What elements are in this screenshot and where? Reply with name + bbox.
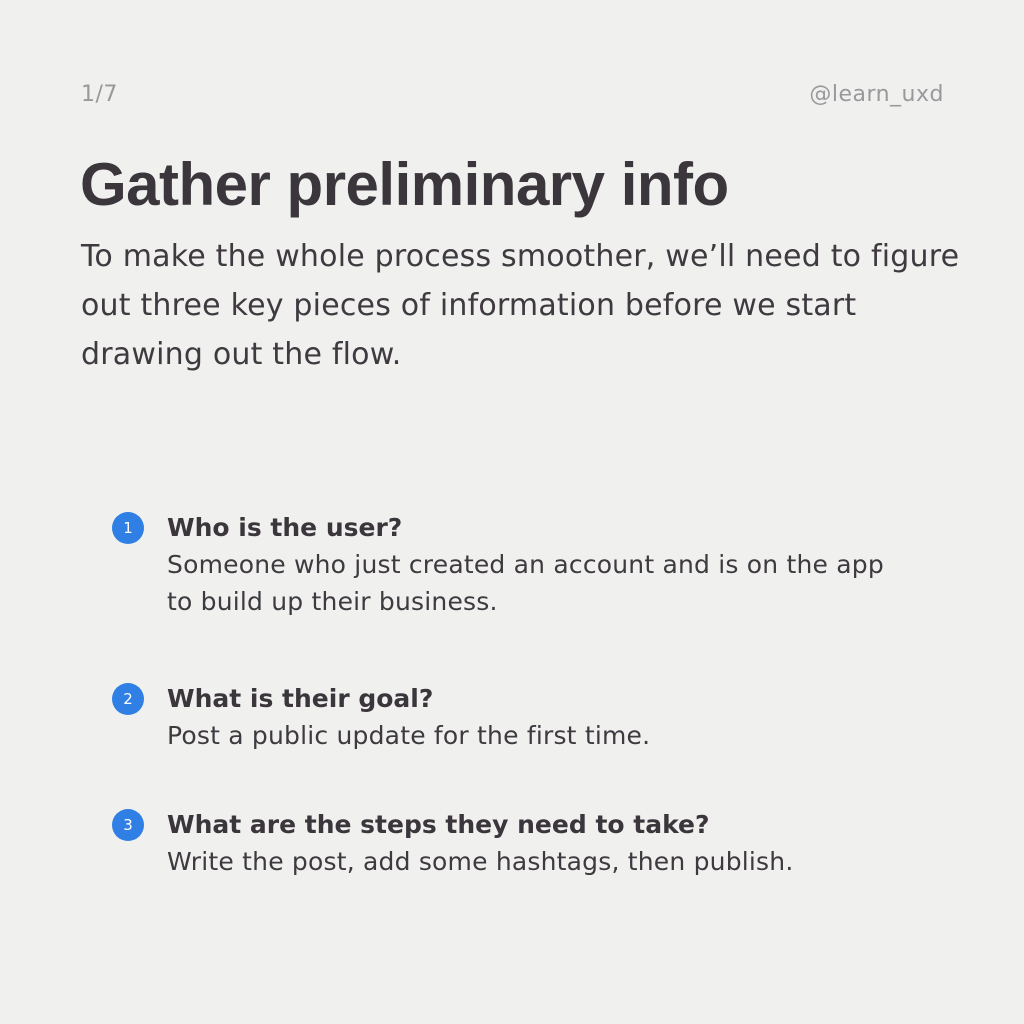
- item-question: Who is the user?: [167, 513, 403, 542]
- item-question: What is their goal?: [167, 684, 434, 713]
- page-title: Gather preliminary info: [80, 151, 729, 218]
- item-answer: Someone who just created an account and is on the app to build up their business.: [167, 550, 884, 616]
- number-badge: 3: [112, 809, 144, 841]
- item-answer: Post a public update for the first time.: [167, 721, 651, 750]
- item-answer: Write the post, add some hashtags, then publish.: [167, 847, 794, 876]
- page-counter: 1/7: [81, 82, 118, 107]
- number-badge: 1: [112, 512, 144, 544]
- number-badge: 2: [112, 683, 144, 715]
- item-question: What are the steps they need to take?: [167, 810, 710, 839]
- account-handle: @learn_uxd: [809, 82, 944, 107]
- intro-paragraph: To make the whole process smoother, we’ll need to figure out three key pieces of information before we start drawing out the flow.: [81, 239, 960, 372]
